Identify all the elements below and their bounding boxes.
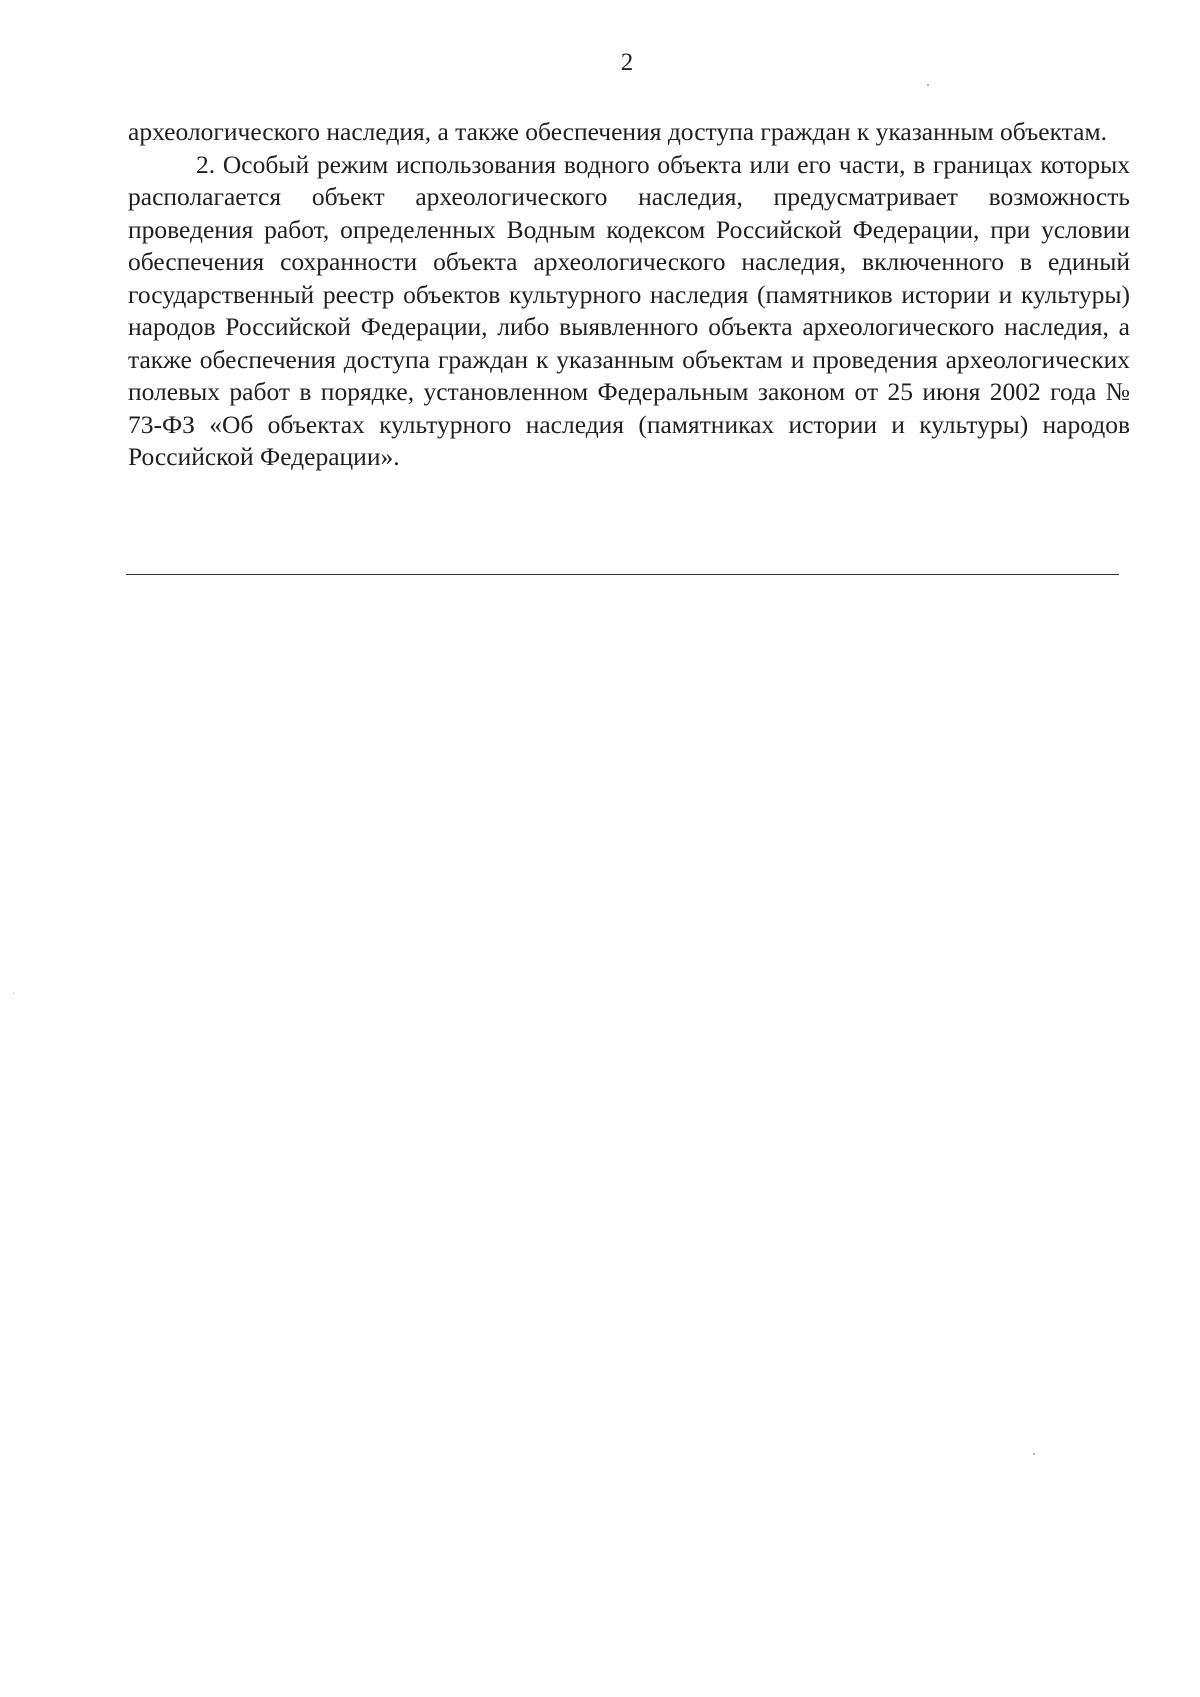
scan-speck xyxy=(13,993,14,994)
scan-speck xyxy=(927,84,929,86)
separator-line xyxy=(126,574,1119,575)
scan-speck xyxy=(1033,1453,1035,1455)
document-body xyxy=(128,116,1130,474)
paragraph-continuation: археологического наследия, а также обеспечения доступа граждан к указанным объектам. xyxy=(128,117,1107,146)
paragraph-item-2: 2. Особый режим использования водного объекта или его части, в границах которых располагается объект археологического наследия, предусматривает возможность проведения работ, определенных Водным кодексом Российской Федерации, при условии обеспечения сохранности объекта археологического наследия, включенного в единый государственный реестр объектов культурного наследия (памятников истории и культуры) народов Российской Федерации, либо выявленного объекта археологического наследия, а также обеспечения доступа граждан к указанным объектам и проведения археологических полевых работ в порядке, установленном Федеральным законом от 25 июня 2002 года № 73-ФЗ «Об объектах культурного наследия (памятниках истории и культуры) народов Российской Федерации». xyxy=(128,149,1130,471)
page-number: 2 xyxy=(620,49,634,76)
